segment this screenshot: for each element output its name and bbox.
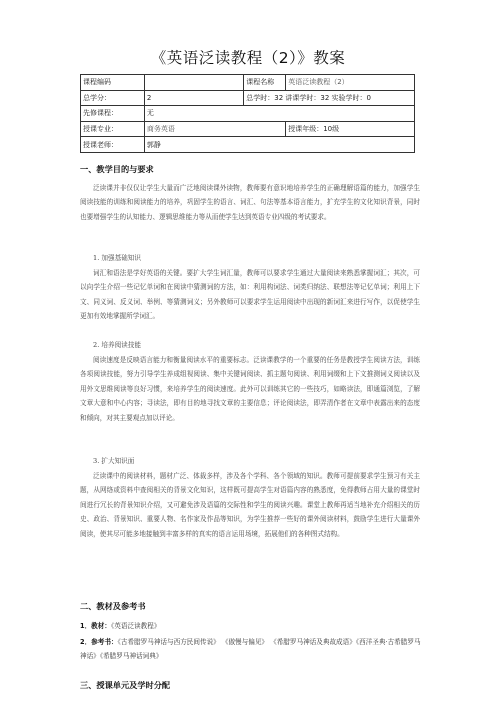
table-cell bbox=[144, 75, 243, 91]
goal-heading-basics: 1. 加强基础知识 bbox=[93, 254, 141, 262]
textbook-title: 《英语泛读教程》 bbox=[110, 622, 161, 630]
table-cell: 课程名称 bbox=[244, 75, 286, 91]
goal-heading-skills: 2. 培养阅读技能 bbox=[93, 341, 141, 349]
intro-paragraph: 泛读课并非仅仅让学生大量而广泛地阅读课外读物，教师要有意识地培养学生的正确理解语篇的能力，加强学生阅读技能的训练和阅读能力的培养，巩固学生的语言、词汇、句法等基本语言能力，扩充学生的文化知识背景，同时也要增强学生的认知能力、逻辑思维能力等从而使学生达到英语专业四级的考试要求。 bbox=[80, 184, 420, 221]
table-cell: 无 bbox=[144, 106, 414, 122]
table-cell: 授课老师： bbox=[81, 137, 145, 153]
table-cell: 授课专业： bbox=[81, 121, 145, 137]
reference-label: 2．参考书： bbox=[80, 638, 118, 646]
table-cell: 总学时：32 讲课学时：32 实验学时：0 bbox=[244, 90, 415, 106]
table-cell: 商务英语 bbox=[144, 121, 285, 137]
table-row bbox=[81, 75, 415, 91]
reference-list: 《古希腊罗马神话与西方民间传说》 《傲慢与偏见》 《希腊罗马神话及典故成语》《西洋圣典·古希腊罗马神话》《希腊罗马神话词典》 bbox=[80, 638, 421, 661]
reference-line bbox=[80, 635, 425, 664]
goal-heading-knowledge: 3. 扩大知识面 bbox=[93, 457, 135, 465]
table-cell: 2 bbox=[144, 90, 243, 106]
page-title: 《英语泛读教程（2）》教案 bbox=[150, 49, 346, 67]
table-cell: 课程编码 bbox=[81, 75, 145, 91]
textbook-label: 1．教材： bbox=[80, 622, 111, 630]
course-info-table bbox=[80, 74, 415, 153]
basics-paragraph: 词汇和语法是学好英语的关键。要扩大学生词汇量，教师可以要求学生通过大量阅读来熟悉掌握词汇；其次，可以向学生介绍一些记忆单词和在阅读中猜测词的方法，如：利用构词法、词类归纳法、联想法等记忆单词；利用上下文、同义词、反义词、举例、等猜测词义；另外教师可以要求学生运用阅读中出现的新词汇来进行写作，以促使学生更加有效地掌握所学词汇。 bbox=[80, 269, 420, 321]
section-heading-units: 三、授课单元及学时分配 bbox=[80, 680, 171, 690]
table-row bbox=[81, 137, 415, 153]
table-row bbox=[81, 106, 415, 122]
knowledge-paragraph: 泛读课中的阅读材料，题材广泛、体裁多样，涉及各个学科、各个领域的知识。教师可提前要求学生预习有关主题，从网络或资料中查阅相关的背景文化知识，这样既可提高学生对语篇内容的熟悉度，免得教师占用大量的课堂时间进行冗长的背景知识介绍，又可避免涉及语篇的交际性和学生的阅读兴趣。课堂上教师再适当地补充介绍相关的历史、政治、背景知识、重要人物、名作家及作品等知识，为学生推荐一些好的课外阅读材料，鼓励学生进行大量课外阅读，使其尽可能多地接触到丰富多样的真实的语言运用场境，拓展他们的各种图式结构。 bbox=[80, 472, 420, 538]
table-cell: 英语泛读教程（2） bbox=[286, 75, 415, 91]
table-row bbox=[81, 121, 415, 137]
table-cell: 授课年级：10级 bbox=[286, 121, 415, 137]
table-row bbox=[81, 90, 415, 106]
skills-paragraph: 阅读速度是反映语言能力和衡量阅读水平的重要标志。泛读课教学的一个重要的任务是教授学生阅读方法，训练各项阅读技能，努力引导学生养成组视阅读、集中关键词阅读、抓主题句阅读、利用词缀和上下文推测词义阅读以及用外文思维阅读等良好习惯，来培养学生的阅读速度。此外可以训练其它的一些技巧，如略读法，即通篇浏览，了解文章大意和中心内容；寻读法，即有目的地寻找文章的主要信息；评论阅读法，即弄清作者在文章中表露出来的态度和倾向，对其主要观点加以评论。 bbox=[80, 356, 420, 422]
section-heading-goals: 一、教学目的与要求 bbox=[80, 164, 154, 174]
table-cell: 总学分： bbox=[81, 90, 145, 106]
section-heading-textbooks: 二、教材及参考书 bbox=[80, 601, 146, 611]
textbook-line bbox=[80, 619, 425, 633]
table-cell: 郭静 bbox=[144, 137, 414, 153]
table-cell: 先修课程： bbox=[81, 106, 145, 122]
